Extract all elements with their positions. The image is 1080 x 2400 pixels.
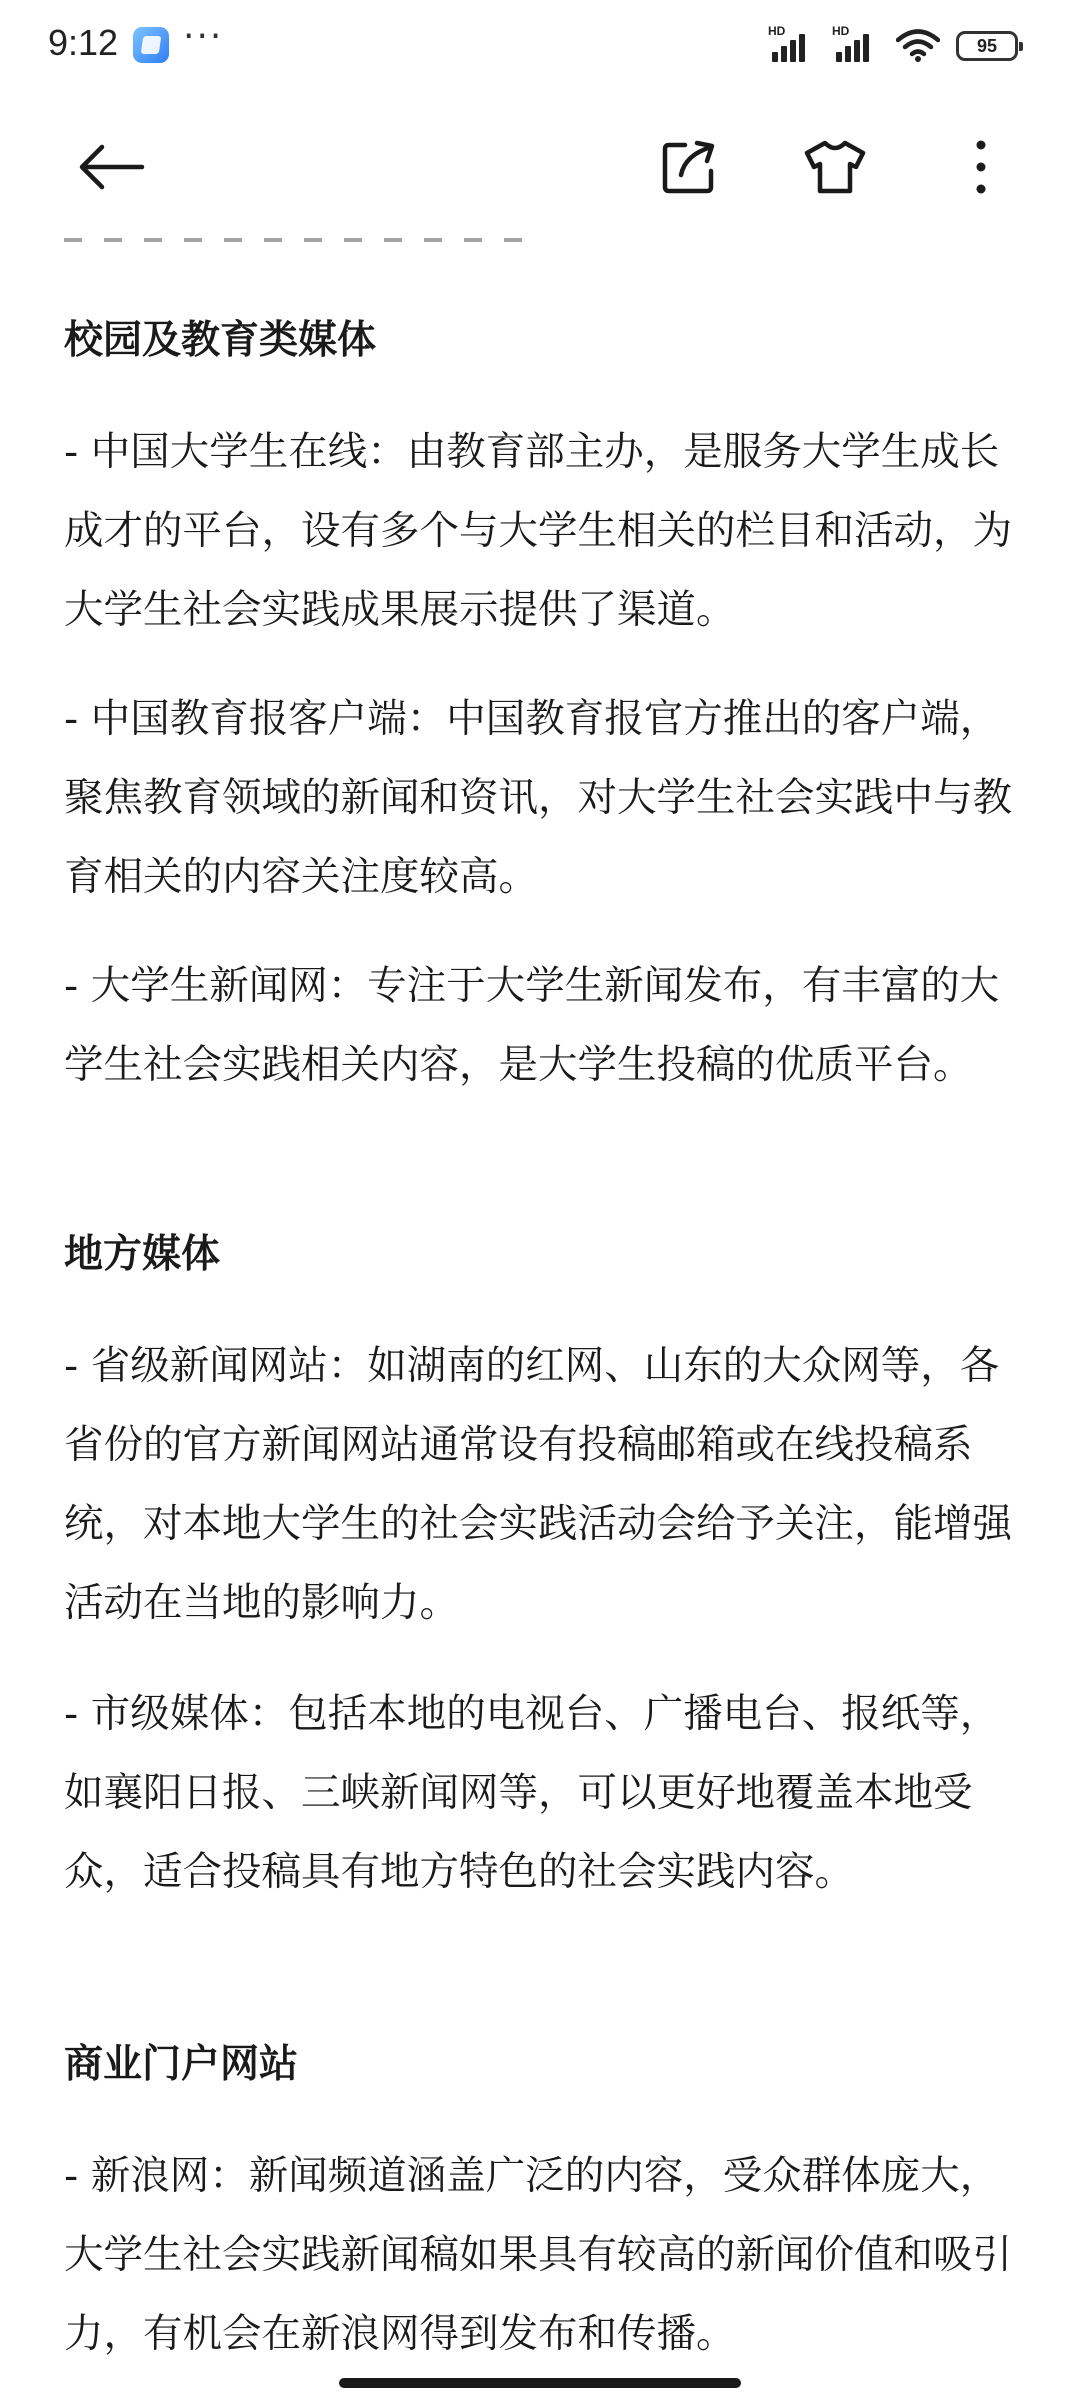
list-item: - 新浪网：新闻频道涵盖广泛的内容，受众群体庞大，大学生社会实践新闻稿如果具有较高的新闻价值和吸引力，有机会在新浪网得到发布和传播。 xyxy=(64,2153,1012,2357)
section-heading: 商业门户网站 xyxy=(64,2042,299,2087)
list-item: - 市级媒体：包括本地的电视台、广播电台、报纸等，如襄阳日报、三峡新闻网等，可以更好地覆盖本地受众，适合投稿具有地方特色的社会实践内容。 xyxy=(64,1691,1000,1895)
status-time: 9:12 xyxy=(48,22,119,63)
share-icon xyxy=(659,137,719,197)
back-button[interactable] xyxy=(66,122,156,212)
more-vertical-icon xyxy=(971,137,991,197)
cellular-signal-icon-2 xyxy=(832,24,880,64)
section-heading: 校园及教育类媒体 xyxy=(64,318,377,363)
list-item: - 大学生新闻网：专注于大学生新闻发布，有丰富的大学生社会实践相关内容，是大学生投稿的优质平台。 xyxy=(64,963,1000,1088)
cellular-signal-icon-1 xyxy=(768,24,816,64)
hd-badge-2: HD xyxy=(832,24,850,38)
battery-icon xyxy=(956,31,1018,61)
app-notification-icon xyxy=(133,27,169,63)
status-bar xyxy=(0,0,1080,92)
top-toolbar xyxy=(0,100,1080,234)
back-arrow-icon xyxy=(76,142,146,192)
more-options-button[interactable] xyxy=(936,122,1026,212)
status-icons xyxy=(768,26,1018,66)
section-heading: 地方媒体 xyxy=(64,1232,221,1277)
list-item: - 中国教育报客户端：中国教育报官方推出的客户端，聚焦教育领域的新闻和资讯，对大学生社会实践中与教育相关的内容关注度较高。 xyxy=(64,696,1012,900)
battery-level: 95 xyxy=(976,35,998,56)
more-notifications-indicator: ··· xyxy=(183,16,224,57)
home-indicator[interactable] xyxy=(339,2378,741,2388)
wifi-icon xyxy=(896,29,940,63)
share-button[interactable] xyxy=(644,122,734,212)
list-item: - 省级新闻网站：如湖南的红网、山东的大众网等，各省份的官方新闻网站通常设有投稿邮箱或在线投稿系统，对本地大学生的社会实践活动会给予关注，能增强活动在当地的影响力。 xyxy=(64,1343,1012,1626)
list-item: - 中国大学生在线：由教育部主办，是服务大学生成长成才的平台，设有多个与大学生相关的栏目和活动，为大学生社会实践成果展示提供了渠道。 xyxy=(64,429,1012,633)
theme-button[interactable] xyxy=(790,122,880,212)
shirt-icon xyxy=(803,137,867,197)
hd-badge-1: HD xyxy=(768,24,786,38)
